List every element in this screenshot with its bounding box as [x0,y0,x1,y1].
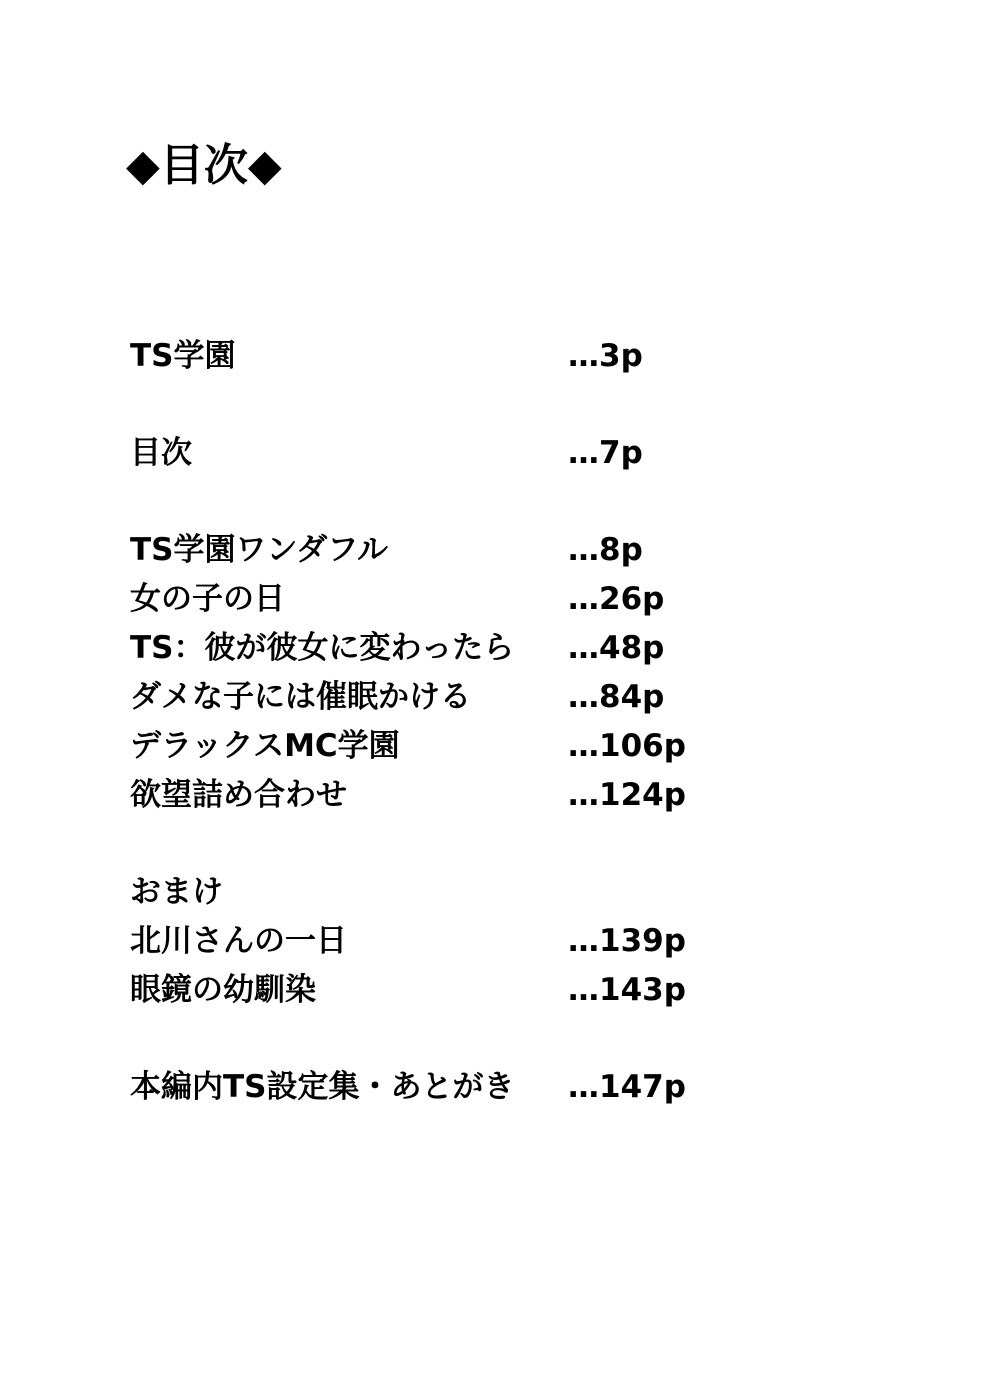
toc-entry-label: 欲望詰め合わせ [130,777,347,813]
toc-entry [130,775,830,815]
toc-entry-label: 北川さんの一日 [130,923,347,959]
toc-entry-label: 目次 [130,435,192,471]
toc-entry-page: …48p [568,630,665,666]
toc-entry [130,1067,830,1107]
toc-entry [130,677,830,717]
toc-entry-label: 眼鏡の幼馴染 [130,972,316,1008]
toc-entry-page: …143p [568,972,686,1008]
toc-entry-label: 本編内TS設定集・あとがき [130,1069,515,1105]
toc-entry-page: …8p [568,532,643,568]
toc-entry [130,726,830,766]
toc-entry [130,970,830,1010]
toc-entry-page: …124p [568,777,686,813]
toc-entry-label: ダメな子には催眠かける [130,679,471,715]
toc-entry-page: …7p [568,435,643,471]
toc-entry-label: TS学園ワンダフル [130,532,388,568]
toc-entry-label: TS学園 [130,338,236,374]
toc-entry [130,433,830,473]
toc-entry-page: …3p [568,338,643,374]
toc-entry-label: デラックスMC学園 [130,728,400,764]
toc-entry-label: TS：彼が彼女に変わったら [130,630,515,666]
toc-entry [130,579,830,619]
toc-entry [130,336,830,376]
toc-entry-page: …139p [568,923,686,959]
toc-entry-page: …26p [568,581,665,617]
toc-section-label: おまけ [130,874,223,910]
toc-entry [130,628,830,668]
toc-entry [130,921,830,961]
toc-entry-page: …84p [568,679,665,715]
toc-entry-label: 女の子の日 [130,581,285,617]
toc-title: ◆目次◆ [126,140,282,191]
toc-entry [130,530,830,570]
toc-entry-page: …147p [568,1069,686,1105]
toc-section-heading [130,872,830,912]
toc-entry-page: …106p [568,728,686,764]
